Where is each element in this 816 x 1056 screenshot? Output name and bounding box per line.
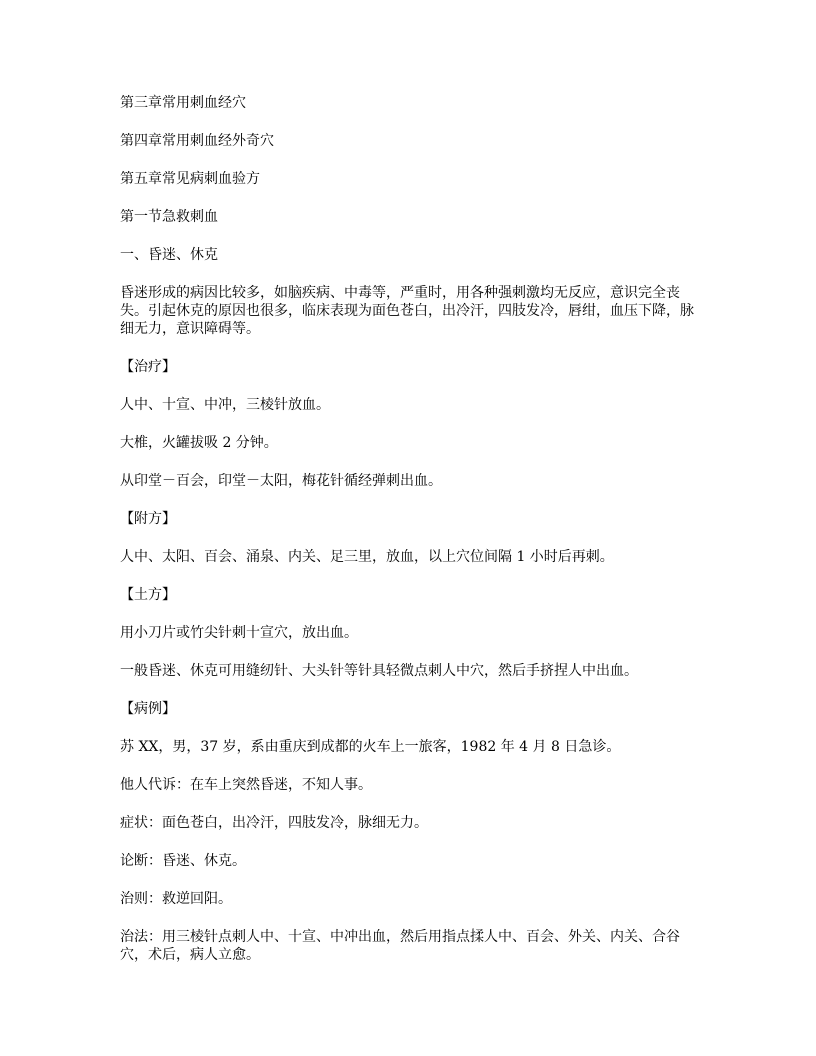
treatment-item: 大椎，火罐拔吸 2 分钟。	[120, 435, 278, 451]
section-heading: 第一节急救刺血	[120, 209, 218, 225]
supplementary-item: 人中、太阳、百会、涌泉、内关、足三里，放血，以上穴位间隔 1 小时后再刺。	[120, 549, 614, 565]
treatment-item: 人中、十宣、中冲，三棱针放血。	[120, 397, 330, 413]
folk-remedy-item: 一般昏迷、休克可用缝纫针、大头针等针具轻微点刺人中穴，然后手挤捏人中出血。	[120, 663, 638, 679]
treatment-label: 【治疗】	[120, 359, 176, 375]
case-label: 【病例】	[120, 701, 176, 717]
intro-paragraph: 昏迷形成的病因比较多，如脑疾病、中毒等，严重时，用各种强刺激均无反应，意识完全丧失。引起休克的原因也很多，临床表现为面色苍白，出冷汗，四肢发冷，唇绀，血压下降，脉细无力，意识障碍等。	[120, 285, 694, 337]
supplementary-label: 【附方】	[120, 511, 176, 527]
case-line: 治则：救逆回阳。	[120, 891, 232, 907]
document-body	[120, 94, 702, 984]
case-line: 论断：昏迷、休克。	[120, 853, 246, 869]
chapter-heading-4: 第四章常用刺血经外奇穴	[120, 133, 274, 149]
folk-remedy-label: 【土方】	[120, 587, 176, 603]
case-line: 苏 XX，男，37 岁，系由重庆到成都的火车上一旅客，1982 年 4 月 8 日急诊。	[120, 739, 621, 755]
case-line: 症状：面色苍白，出冷汗，四肢发冷，脉细无力。	[120, 815, 428, 831]
treatment-item: 从印堂－百会，印堂－太阳，梅花针循经弹刺出血。	[120, 473, 442, 489]
subsection-heading: 一、昏迷、休克	[120, 247, 218, 263]
chapter-heading-5: 第五章常见病刺血验方	[120, 171, 260, 187]
case-line: 他人代诉：在车上突然昏迷，不知人事。	[120, 777, 372, 793]
case-line: 治法：用三棱针点刺人中、十宣、中冲出血，然后用指点揉人中、百会、外关、内关、合谷穴，术后，病人立愈。	[120, 929, 680, 963]
folk-remedy-item: 用小刀片或竹尖针刺十宣穴，放出血。	[120, 625, 358, 641]
chapter-heading-3: 第三章常用刺血经穴	[120, 95, 246, 111]
